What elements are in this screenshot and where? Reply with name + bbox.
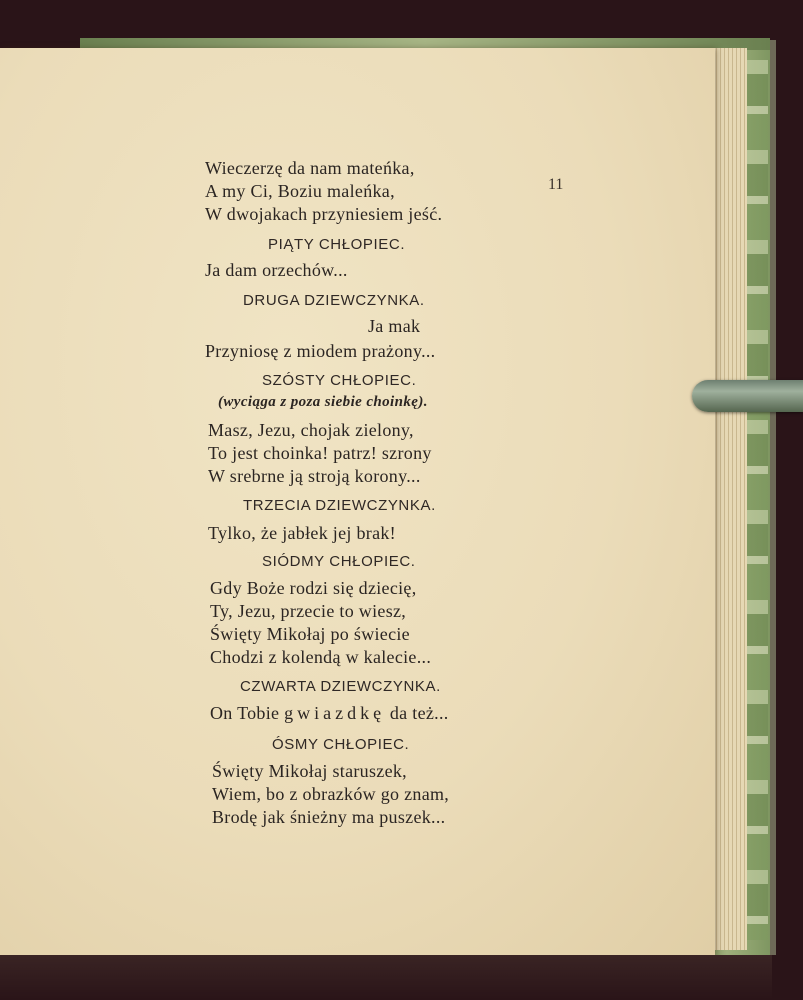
verse-line: To jest choinka! patrz! szrony (208, 443, 432, 463)
speaker-heading: CZWARTA DZIEWCZYNKA. (240, 678, 441, 695)
stage-direction: (wyciąga z poza siebie choinkę). (218, 394, 428, 410)
verse-line: Przyniosę z miodem prażony... (205, 341, 436, 361)
verse-text: On Tobie (210, 703, 285, 723)
book-page (0, 48, 715, 958)
bottom-shadow (0, 955, 772, 1000)
verse-line: Ja mak (368, 316, 421, 336)
verse-line: Chodzi z kolendą w kalecie... (210, 647, 432, 667)
speaker-heading: ÓSMY CHŁOPIEC. (272, 736, 410, 753)
verse-line: Wieczerzę da nam mateńka, (205, 158, 415, 178)
verse-line: W srebrne ją stroją korony... (208, 466, 421, 486)
verse-text: da też... (385, 703, 449, 723)
verse-line: Tylko, że jabłek jej brak! (208, 523, 396, 543)
verse-line: Święty Mikołaj po świecie (210, 624, 410, 644)
speaker-heading: DRUGA DZIEWCZYNKA. (243, 292, 425, 309)
verse-line (210, 703, 449, 724)
verse-line: Brodę jak śnieżny ma puszek... (212, 807, 446, 827)
verse-line: Ja dam orzechów... (205, 260, 348, 280)
verse-line: Wiem, bo z obrazków go znam, (212, 784, 450, 804)
speaker-heading: SZÓSTY CHŁOPIEC. (262, 372, 417, 389)
speaker-heading: SIÓDMY CHŁOPIEC. (262, 553, 416, 570)
verse-line: W dwojakach przyniesiem jeść. (205, 204, 443, 224)
verse-line: Święty Mikołaj staruszek, (212, 761, 407, 781)
verse-line: Gdy Boże rodzi się dziecię, (210, 578, 417, 598)
verse-line: Ty, Jezu, przecie to wiesz, (210, 601, 407, 621)
verse-line: Masz, Jezu, chojak zielony, (208, 420, 414, 440)
speaker-heading: TRZECIA DZIEWCZYNKA. (243, 497, 436, 514)
bookmark-tab[interactable] (692, 380, 803, 412)
page-number: 11 (548, 176, 564, 193)
verse-line: A my Ci, Boziu maleńka, (205, 181, 395, 201)
speaker-heading: PIĄTY CHŁOPIEC. (268, 236, 406, 253)
spaced-word: gwiazdkę (284, 703, 386, 723)
